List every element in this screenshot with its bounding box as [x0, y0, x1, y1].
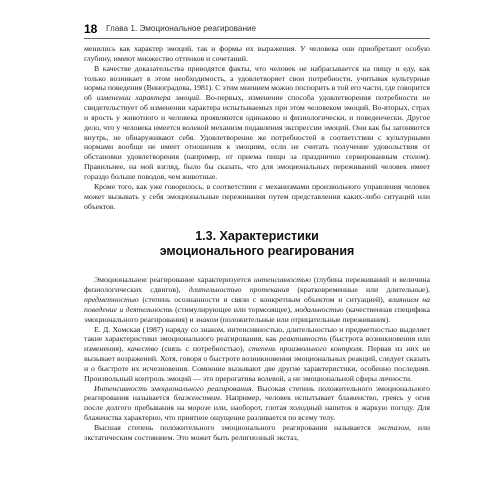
italic-term: изменении характера эмоций	[96, 93, 199, 103]
italic-term: влиянием на поведение и деятельность	[84, 295, 431, 314]
text-run: . Первая из них не вызывает возражений. Хотя, говоря о быстроте возникновения эмоциональных реакций, следует сказать и о быстроте их исчезновения. Сомнение вызывают две другие характеристики, особенно последняя. Произвольный контроль эмоций — это прерогатива волевой, а не эмоциональной сферы личности.	[84, 344, 431, 383]
paragraph	[84, 423, 430, 443]
paragraph	[84, 64, 430, 182]
italic-term: модальностью	[294, 304, 344, 314]
text-run: В качестве доказательства приводятся факты, что человек не набрасывается на пищу и еду, как только возникает в этом необходимость, а удовлетворяет свои потребности, учитывая культурные нормы поведения (Виноградова, 1981). С этим мнением можно поспорить в той его части, где говорится об	[84, 63, 430, 103]
italic-term: интенсивностью	[253, 275, 311, 285]
text-run: . Высокая степень положительного эмоционального реагирования называется	[84, 383, 430, 403]
text-run: (кратковременные или длительные),	[289, 285, 430, 295]
page-body	[84, 44, 430, 443]
text-run: (положительные или отрицательные переживания).	[218, 314, 391, 324]
italic-term: Интенсивность эмоционального реагирования	[94, 383, 252, 393]
italic-term: реактивность	[279, 334, 328, 344]
text-run: Е. Д. Хомская (1987) наряду со знаком, интенсивностью, длительностью и предметностью выделяет такие характеристики эмоционального реагирования, как	[84, 324, 430, 344]
text-block-after-section	[84, 275, 430, 442]
text-block-before-section	[84, 44, 430, 211]
text-run: Кроме того, как уже говорилось, в соответствии с механизмами произвольного управления человек может вызывать у себя эмоциональные переживания путем представления каких-либо ситуаций или объектов.	[84, 181, 430, 211]
section-heading-line-2: эмоционального реагирования	[159, 244, 355, 259]
italic-term: блаженством	[173, 393, 220, 403]
text-run: , или экстатическим состоянием. Это может быть религиозный экстаз,	[84, 423, 430, 442]
italic-term: степень произвольного контроля	[248, 344, 362, 354]
section-heading-line-1: 1.3. Характеристики	[195, 229, 319, 244]
text-run: (связь с потребностью),	[157, 344, 249, 354]
italic-term: экстазом	[377, 423, 409, 432]
italic-term: длительностью протекания	[188, 285, 290, 295]
paragraph	[84, 275, 430, 324]
text-run: (качественная специфика эмоционального реагирования) и	[84, 304, 430, 324]
text-run: (быстрота возникновения или изменения),	[84, 334, 430, 354]
section-heading	[84, 229, 430, 259]
italic-term: знаком	[195, 314, 219, 324]
running-header	[84, 24, 430, 39]
paragraph	[84, 44, 430, 64]
italic-term: предметностью	[84, 295, 139, 305]
italic-term: качество	[127, 344, 158, 354]
chapter-title: Глава 1. Эмоциональное реагирование	[106, 24, 257, 33]
text-run: менились как характер эмоций, так и формы их выражения. У человека они приобретают особую глубину, имеют множество оттенков и сочетаний.	[84, 44, 430, 63]
text-run: (глубина переживаний и величина физиологических сдвигов),	[84, 275, 430, 295]
text-run: . Во-первых, изменение способа удовлетворения потребности не свидетельствует об изменении характера испытываемых при этом человеком эмоций. Во-вторых, страх и ярость у животного и человека проявляются одинаково и физиологически, и поведенчески. Другое дело, что у человека имеется волевой механизм подавления экспрессии эмоций. Они как бы загоняются внутрь, не обнаруживают себя. Удовлетворение же потребностей в соответствии с культурными нормами вообще не имеет отношения к эмоциям, если не считать получение удовольствия от обстановки удовлетворения (например, от приема пищи за празднично сервированным столом). Правильнее, на мой взгляд, было бы сказать, что для эмоциональных переживаний человек имеет гораздо больше поводов, чем животные.	[84, 93, 430, 181]
page-number: 18	[84, 22, 98, 36]
text-run: (стимулирующее или тормозящее),	[172, 304, 295, 314]
text-run: (степень осознанности и связи с конкретным объектом и ситуацией),	[138, 295, 389, 305]
paragraph	[84, 384, 430, 423]
paragraph	[84, 182, 430, 212]
text-run: . Например, человек испытывает блаженство, греясь у огня после долгого пребывания на морозе или, наоборот, глотая холодный напиток в жаркую погоду. Для блаженства характерно, что приятное ощущение разливается по всему телу.	[84, 393, 430, 423]
text-run: Эмоциональное реагирование характеризуется	[94, 275, 254, 285]
paragraph	[84, 325, 430, 384]
text-run: Высшая степень положительного эмоционального реагирования называется	[94, 423, 378, 432]
